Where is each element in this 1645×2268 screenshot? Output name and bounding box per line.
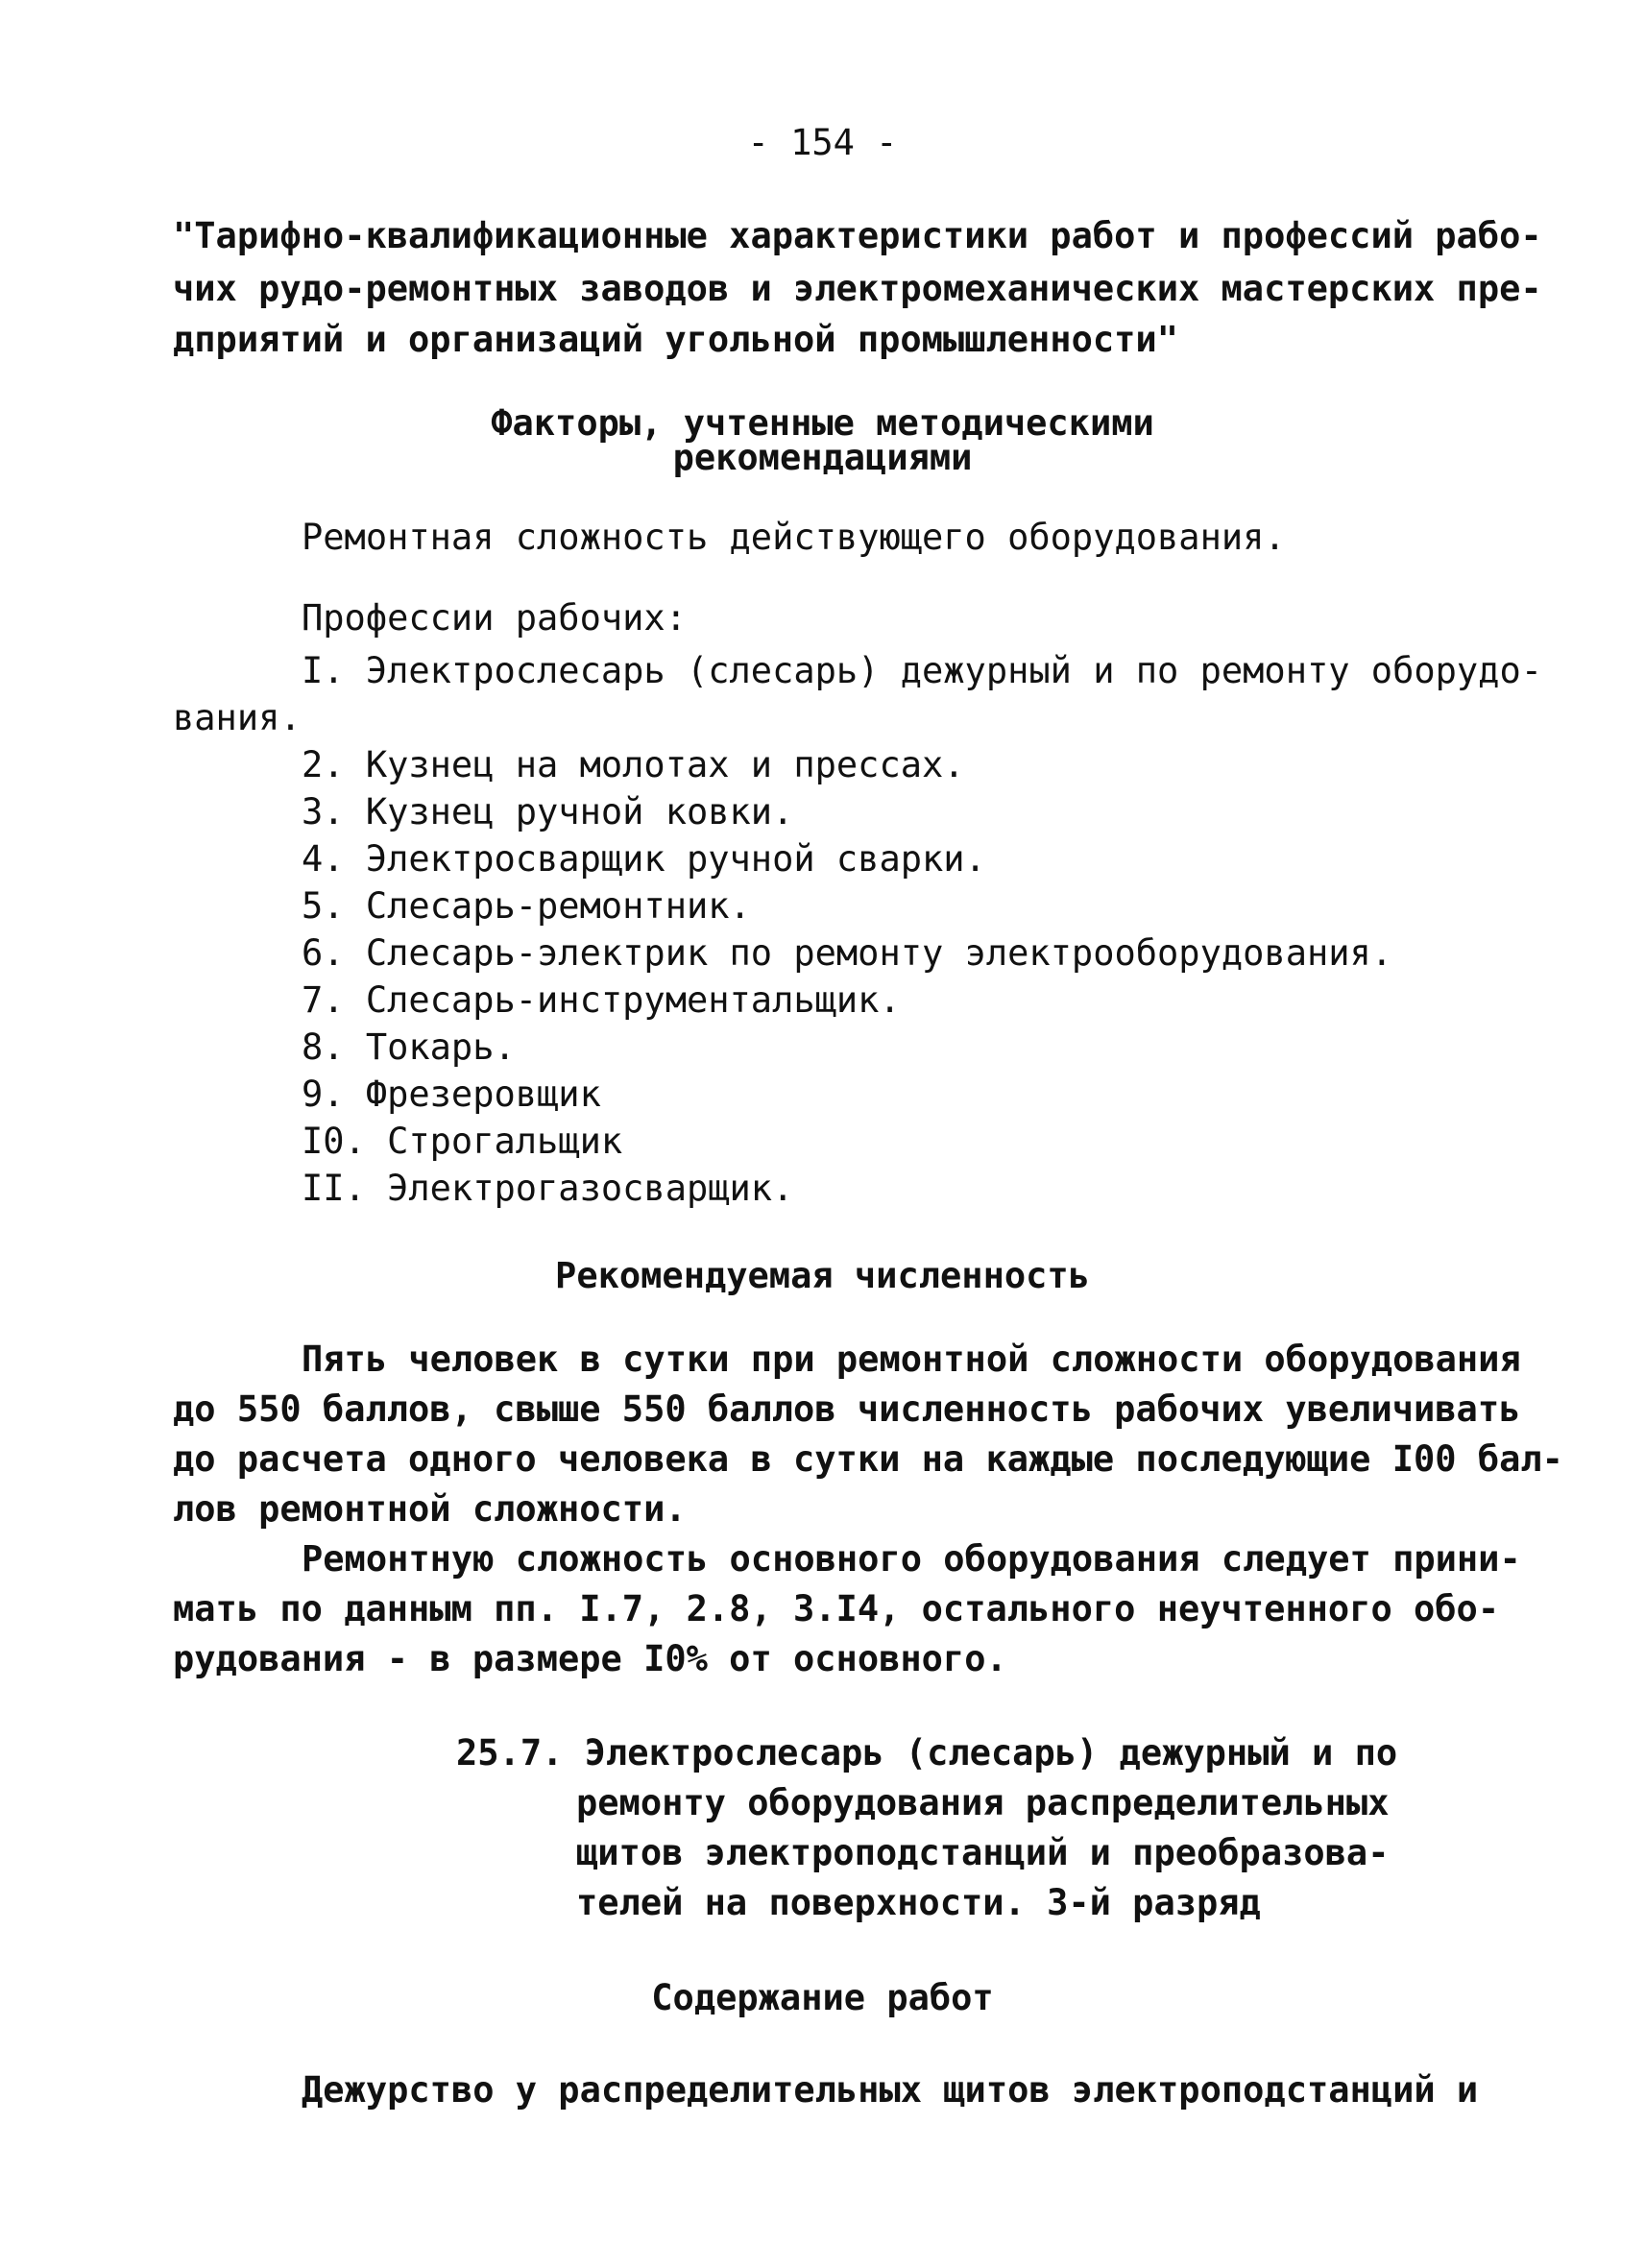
profession-item: 8. Токарь.	[302, 1026, 516, 1068]
factor-text: Ремонтная сложность действующего оборудования.	[302, 517, 1286, 558]
page-number: - 154 -	[747, 122, 898, 163]
paragraph-1-line-1: Пять человек в сутки при ремонтной сложности оборудования	[302, 1339, 1521, 1380]
profession-item: I0. Строгальщик	[302, 1121, 623, 1162]
section-heading-line-4: телей на поверхности. 3-й разряд	[576, 1882, 1261, 1923]
paragraph-2-line-1: Ремонтную сложность основного оборудования следует прини-	[302, 1538, 1521, 1580]
profession-1-line-2: вания.	[173, 697, 302, 738]
profession-item: 6. Слесарь-электрик по ремонту электрооборудования.	[302, 932, 1393, 974]
intro-line-1: "Тарифно-квалификационные характеристики работ и профессий рабо-	[173, 215, 1542, 256]
section-heading-line-2: ремонту оборудования распределительных	[576, 1782, 1390, 1823]
paragraph-2-line-2: мать по данным пп. I.7, 2.8, 3.I4, остального неучтенного обо-	[173, 1588, 1500, 1629]
paragraph-1-line-3: до расчета одного человека в сутки на каждые последующие I00 бал-	[173, 1438, 1563, 1480]
factors-heading-line-1: Факторы, учтенные методическими	[491, 402, 1154, 444]
profession-item: 9. Фрезеровщик	[302, 1074, 601, 1115]
profession-item: 7. Слесарь-инструментальщик.	[302, 979, 901, 1021]
content-heading: Содержание работ	[651, 1977, 994, 2018]
paragraph-1-line-2: до 550 баллов, свыше 550 баллов численность рабочих увеличивать	[173, 1388, 1521, 1430]
paragraph-1-line-4: лов ремонтной сложности.	[173, 1488, 687, 1530]
profession-item: 2. Кузнец на молотах и прессах.	[302, 744, 965, 785]
profession-item: II. Электрогазосварщик.	[302, 1168, 794, 1209]
recommended-heading: Рекомендуемая численность	[555, 1255, 1090, 1296]
profession-item: 5. Слесарь-ремонтник.	[302, 885, 751, 927]
profession-1-line-1: I. Электрослесарь (слесарь) дежурный и по ремонту оборудо-	[302, 650, 1543, 691]
profession-item: 3. Кузнец ручной ковки.	[302, 791, 794, 832]
intro-line-3: дприятий и организаций угольной промышленности"	[173, 319, 1178, 360]
section-heading-line-1: 25.7. Электрослесарь (слесарь) дежурный и по	[456, 1732, 1398, 1773]
profession-item: 4. Электросварщик ручной сварки.	[302, 838, 986, 880]
paragraph-2-line-3: рудования - в размере I0% от основного.	[173, 1638, 1007, 1679]
intro-line-2: чих рудо-ремонтных заводов и электромеханических мастерских пре-	[173, 268, 1542, 309]
professions-title: Профессии рабочих:	[302, 597, 687, 639]
factors-heading-line-2: рекомендациями	[672, 437, 973, 478]
section-heading-line-3: щитов электроподстанций и преобразова-	[576, 1832, 1390, 1873]
last-line: Дежурство у распределительных щитов электроподстанций и	[302, 2069, 1479, 2111]
